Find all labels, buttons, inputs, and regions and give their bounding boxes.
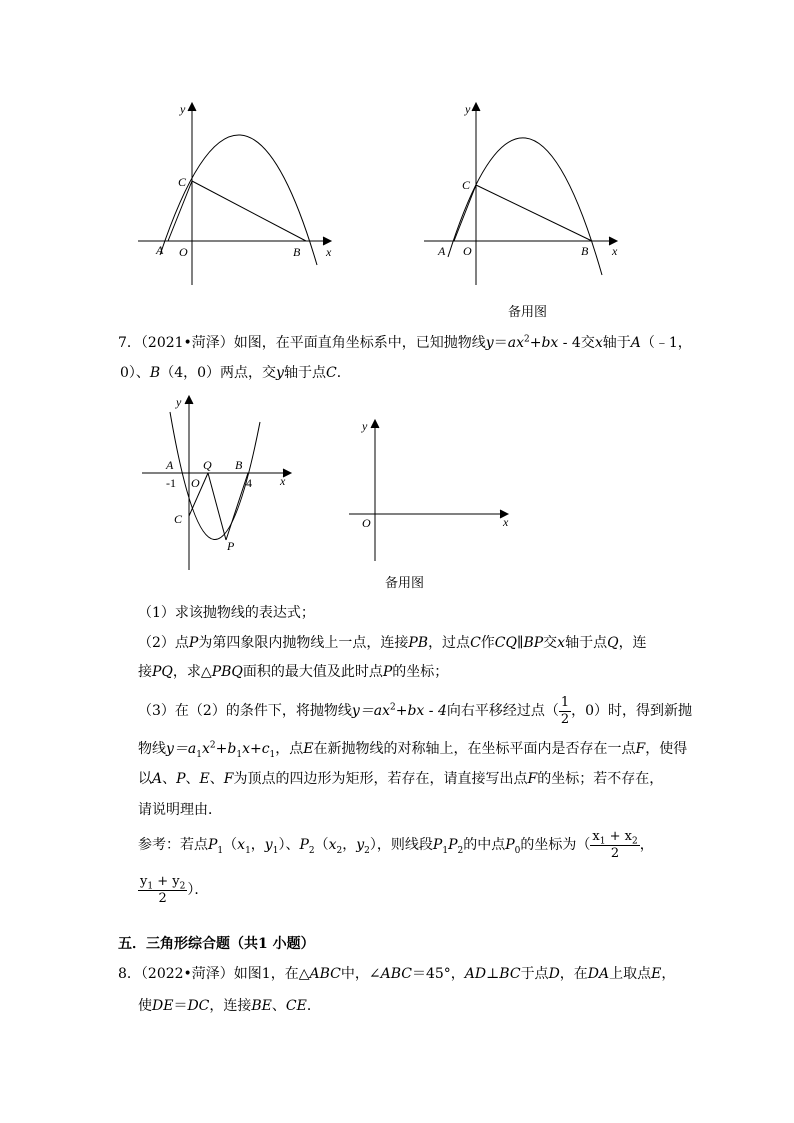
numerator bbox=[590, 829, 639, 846]
eq-y: y bbox=[485, 335, 494, 351]
var: PB bbox=[408, 635, 429, 651]
text: ． bbox=[306, 998, 321, 1014]
eq-tail: - 4交 bbox=[558, 335, 595, 351]
label-a: A bbox=[156, 243, 164, 257]
segment-ca bbox=[454, 185, 476, 241]
label-a: A bbox=[438, 244, 446, 258]
text: ），则线段 bbox=[369, 837, 433, 853]
part-3-line1 bbox=[138, 694, 692, 728]
var: F bbox=[527, 771, 538, 787]
denominator: 2 bbox=[158, 890, 167, 906]
var: x bbox=[328, 837, 337, 853]
var: y bbox=[264, 837, 273, 853]
text: 在新抛物线的对称轴上，在坐标平面内是否存在一点 bbox=[313, 741, 636, 757]
label-x: x bbox=[503, 515, 509, 529]
text: ， bbox=[661, 966, 676, 982]
var: BE bbox=[251, 998, 272, 1014]
figure-2-spare bbox=[414, 95, 634, 285]
q7-text: 轴于 bbox=[602, 335, 631, 351]
part-3-line4 bbox=[138, 800, 222, 820]
text: 请说明理由． bbox=[138, 802, 222, 818]
var: F bbox=[635, 741, 646, 757]
var: P bbox=[382, 664, 393, 680]
sub: 1 bbox=[442, 845, 449, 856]
var: PQ bbox=[152, 664, 173, 680]
label-c: C bbox=[178, 175, 187, 189]
num-op: + x bbox=[605, 828, 632, 844]
var: E bbox=[651, 966, 662, 982]
text: 向右平移经过点（ bbox=[446, 703, 559, 719]
text: ∥ bbox=[516, 635, 524, 651]
var: F bbox=[223, 771, 234, 787]
sub: 2 bbox=[457, 845, 464, 856]
text: 使 bbox=[138, 998, 152, 1014]
reference-line2 bbox=[138, 873, 208, 907]
y-axis-arrow bbox=[371, 420, 379, 428]
var: DE bbox=[152, 998, 174, 1014]
label-c: C bbox=[462, 178, 471, 192]
text: ⊥ bbox=[486, 966, 500, 982]
var: Q bbox=[607, 635, 619, 651]
segment-ca bbox=[168, 181, 192, 241]
sub: 1 bbox=[269, 749, 276, 760]
text: ，使得 bbox=[645, 741, 688, 757]
y-axis-arrow bbox=[188, 103, 196, 111]
equation: +bx - 4 bbox=[395, 703, 447, 719]
sub: 2 bbox=[364, 845, 370, 856]
reference-line1 bbox=[138, 828, 654, 862]
var: D bbox=[548, 966, 560, 982]
denominator: 2 bbox=[610, 845, 620, 861]
var: E bbox=[199, 771, 210, 787]
sub: 1 bbox=[245, 845, 251, 856]
label-x: x bbox=[612, 244, 618, 258]
sup: 2 bbox=[209, 740, 216, 751]
text: 的坐标；若不存在， bbox=[537, 771, 664, 787]
y-axis-arrow bbox=[185, 396, 193, 404]
sub: 0 bbox=[514, 845, 521, 856]
var: DA bbox=[587, 966, 610, 982]
q7-text: （﹣1， bbox=[640, 335, 692, 351]
label-x: x bbox=[326, 245, 332, 259]
var: BC bbox=[499, 966, 521, 982]
label-b: B bbox=[293, 245, 301, 259]
label-c: C bbox=[174, 512, 183, 526]
text: 的坐标为（ bbox=[520, 837, 591, 853]
text: ，求△ bbox=[172, 664, 212, 680]
y-axis-arrow bbox=[472, 103, 480, 111]
var: P bbox=[188, 635, 199, 651]
q7-text: ． bbox=[336, 365, 351, 381]
numerator bbox=[138, 874, 187, 891]
var: ABC bbox=[309, 966, 341, 982]
q7-text: 轴于点 bbox=[283, 365, 326, 381]
text: 交 bbox=[543, 635, 558, 651]
q7-text: （4，0）两点，交 bbox=[160, 365, 277, 381]
text: 、 bbox=[209, 771, 224, 787]
text: 物线 bbox=[138, 741, 166, 757]
var: BP bbox=[523, 635, 544, 651]
text: 作 bbox=[480, 635, 495, 651]
q8-line2 bbox=[138, 996, 321, 1016]
var-y: y bbox=[276, 365, 284, 381]
label-x: x bbox=[280, 474, 286, 488]
text: 轴于点 bbox=[565, 635, 608, 651]
text: 、 bbox=[271, 998, 286, 1014]
var: CQ bbox=[494, 635, 517, 651]
segment-cb bbox=[476, 185, 592, 241]
text: ）、 bbox=[278, 837, 300, 853]
text: ，过点 bbox=[428, 635, 471, 651]
equation: y＝ax bbox=[351, 703, 390, 719]
q7-line1 bbox=[118, 333, 692, 353]
sub: 1 bbox=[147, 881, 154, 892]
text: 8．（2022•菏泽）如图1，在△ bbox=[118, 966, 310, 982]
text: 于点 bbox=[520, 966, 549, 982]
fraction-half bbox=[559, 695, 571, 728]
text: 、 bbox=[162, 771, 177, 787]
denominator: 2 bbox=[560, 711, 570, 727]
part-2-line2 bbox=[138, 662, 448, 682]
label-y: y bbox=[362, 419, 368, 433]
label-y: y bbox=[465, 102, 471, 116]
eq-ax: ax bbox=[507, 335, 524, 351]
label-four: 4 bbox=[246, 476, 252, 490]
sub: 2 bbox=[336, 845, 343, 856]
x-axis-arrow bbox=[323, 237, 331, 245]
var: P bbox=[208, 837, 218, 853]
var-x: x bbox=[594, 335, 603, 351]
num-op: + y bbox=[153, 873, 180, 889]
var: E bbox=[303, 741, 314, 757]
sub: 2 bbox=[308, 845, 315, 856]
label-y: y bbox=[180, 102, 186, 116]
label-y: y bbox=[176, 395, 182, 409]
part-3-line2 bbox=[138, 739, 687, 759]
label-o: O bbox=[463, 244, 472, 258]
segment-cb bbox=[192, 181, 306, 241]
text: 的中点 bbox=[463, 837, 506, 853]
equation: +b bbox=[215, 741, 237, 757]
text: ，连 bbox=[618, 635, 647, 651]
var: P bbox=[505, 837, 515, 853]
text: 参考：若点 bbox=[138, 837, 208, 853]
label-o: O bbox=[179, 245, 188, 259]
part-1 bbox=[138, 603, 315, 623]
part-3-line3 bbox=[138, 769, 663, 789]
var: P bbox=[432, 837, 443, 853]
figure-2-caption: 备用图 bbox=[508, 305, 548, 320]
label-minus-one: -1 bbox=[166, 476, 176, 490]
text: ， bbox=[342, 837, 357, 853]
numerator: 1 bbox=[560, 694, 570, 710]
text: ，在 bbox=[559, 966, 588, 982]
var: CE bbox=[285, 998, 307, 1014]
figure-3-parabola-pq bbox=[138, 392, 298, 574]
equation: x bbox=[202, 741, 210, 757]
var-A: A bbox=[630, 335, 641, 351]
q7-text: 7．（2021•菏泽）如图，在平面直角坐标系中，已知抛物线 bbox=[118, 335, 486, 351]
sub: 2 bbox=[179, 881, 186, 892]
var: AD bbox=[464, 966, 487, 982]
sub: 1 bbox=[272, 845, 279, 856]
num-x: x bbox=[592, 828, 600, 844]
label-o: O bbox=[191, 476, 200, 490]
label-b: B bbox=[581, 244, 589, 258]
text: 以 bbox=[138, 771, 152, 787]
fraction-x-mid bbox=[590, 829, 639, 862]
figure-4-caption: 备用图 bbox=[385, 576, 425, 591]
var-C: C bbox=[325, 365, 337, 381]
text: ，点 bbox=[275, 741, 304, 757]
part-2-line1 bbox=[138, 633, 647, 653]
var: PBQ bbox=[211, 664, 243, 680]
text: （3）在（2）的条件下，将抛物线 bbox=[138, 703, 352, 719]
label-o: O bbox=[362, 516, 371, 530]
text: ＝ bbox=[173, 998, 188, 1014]
sup: 2 bbox=[389, 702, 396, 713]
label-p: P bbox=[227, 539, 235, 553]
eq-eq: ＝ bbox=[493, 335, 508, 351]
text: （ bbox=[314, 837, 329, 853]
segment-qp bbox=[208, 473, 226, 540]
eq-sup: 2 bbox=[523, 334, 530, 345]
text: 、 bbox=[185, 771, 200, 787]
text: 接 bbox=[138, 664, 152, 680]
fraction-y-mid bbox=[138, 874, 187, 907]
text: 面积的最大值及此时点 bbox=[242, 664, 383, 680]
text: 为顶点的四边形为矩形，若存在，请直接写出点 bbox=[233, 771, 528, 787]
sub: 1 bbox=[236, 749, 243, 760]
text: 上取点 bbox=[609, 966, 652, 982]
text: ＝45°， bbox=[411, 966, 465, 982]
var: C bbox=[470, 635, 481, 651]
part-1-text: （1）求该抛物线的表达式； bbox=[138, 605, 315, 621]
section-5-title bbox=[118, 934, 315, 954]
label-a: A bbox=[166, 458, 174, 472]
text: 中，∠ bbox=[340, 966, 381, 982]
text: ，0）时，得到新抛 bbox=[571, 703, 693, 719]
eq-plus: + bbox=[529, 335, 542, 351]
var: x bbox=[237, 837, 246, 853]
sub: 1 bbox=[599, 836, 606, 847]
sub: 2 bbox=[631, 836, 638, 847]
sub: 1 bbox=[217, 845, 224, 856]
var: DC bbox=[187, 998, 210, 1014]
text: （2）点 bbox=[138, 635, 189, 651]
label-q: Q bbox=[203, 458, 212, 472]
section-title-text: 五．三角形综合题（共1 小题） bbox=[118, 936, 315, 952]
equation: x+c bbox=[242, 741, 270, 757]
text: ）． bbox=[187, 882, 209, 898]
var: P bbox=[299, 837, 309, 853]
text: 的坐标； bbox=[392, 664, 449, 680]
text: ，连接 bbox=[209, 998, 252, 1014]
equation: y＝a bbox=[166, 741, 197, 757]
text: 为第四象限内抛物线上一点，连接 bbox=[198, 635, 409, 651]
label-b: B bbox=[235, 458, 243, 472]
figure-4-spare-axes bbox=[345, 416, 520, 564]
figure-1-parabola bbox=[130, 95, 350, 285]
q7-line2 bbox=[120, 363, 351, 383]
var-B: B bbox=[149, 365, 161, 381]
segment-pb bbox=[226, 473, 248, 540]
var: y bbox=[356, 837, 365, 853]
var: P bbox=[448, 837, 458, 853]
var: P bbox=[176, 771, 186, 787]
text: ， bbox=[639, 837, 654, 853]
var: ABC bbox=[380, 966, 412, 982]
var: A bbox=[152, 771, 163, 787]
text: （ bbox=[223, 837, 238, 853]
eq-bx: bx bbox=[541, 335, 559, 351]
q8-line1 bbox=[118, 964, 675, 984]
num-y: y bbox=[140, 873, 148, 889]
sub: 1 bbox=[196, 749, 202, 760]
text: ， bbox=[250, 837, 265, 853]
q7-text: 0）、 bbox=[120, 365, 150, 381]
var: x bbox=[557, 635, 566, 651]
